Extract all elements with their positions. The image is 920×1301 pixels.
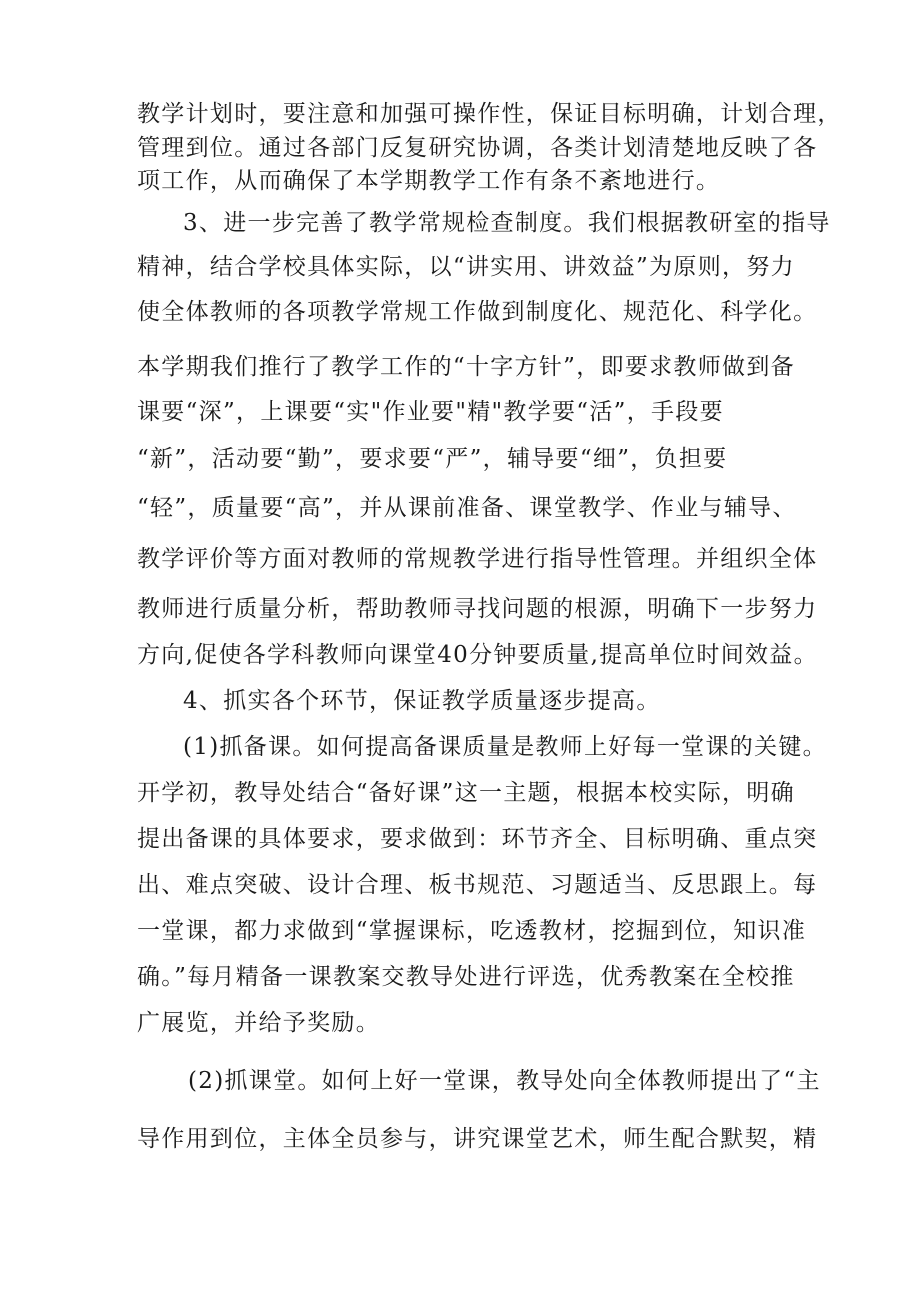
text-line: 3、进一步完善了教学常规检查制度。我们根据教研室的指导 [183, 210, 831, 236]
text-line: 方向,促使各学科教师向课堂40分钟要质量,提高单位时间效益。 [137, 642, 818, 668]
text-line: 广展览，并给予奖励。 [137, 1010, 380, 1036]
text-line: (1)抓备课。如何提高备课质量是教师上好每一堂课的关键。 [183, 734, 827, 760]
text-line: 管理到位。通过各部门反复研究协调，各类计划清楚地反映了各 [137, 135, 818, 161]
text-line: “新”，活动要“勤”，要求要“严”，辅导要“细”，负担要 [137, 446, 728, 472]
text-line: 使全体教师的各项教学常规工作做到制度化、规范化、科学化。 [137, 299, 818, 325]
text-line: 导作用到位，主体全员参与，讲究课堂艺术，师生配合默契，精 [137, 1126, 818, 1152]
text-line: 开学初，教导处结合“备好课”这一主题，根据本校实际，明确 [137, 780, 795, 806]
text-line: (2)抓课堂。如何上好一堂课，教导处向全体教师提出了“主 [188, 1068, 821, 1094]
text-line: 精神，结合学校具体实际，以“讲实用、讲效益”为原则，努力 [137, 254, 795, 280]
text-line: 课要“深”，上课要“实"作业要"精"教学要“活”，手段要 [137, 399, 724, 425]
text-line: 提出备课的具体要求，要求做到：环节齐全、目标明确、重点突 [137, 826, 818, 852]
text-line: 教学计划时，要注意和加强可操作性，保证目标明确，计划合理， [137, 101, 842, 127]
text-line: 确。”每月精备一课教案交教导处进行评选，优秀教案在全校推 [137, 964, 795, 990]
text-line: 项工作，从而确保了本学期教学工作有条不紊地进行。 [137, 168, 721, 194]
text-line: 教师进行质量分析，帮助教师寻找问题的根源，明确下一步努力 [137, 596, 818, 622]
text-line: 4、抓实各个环节，保证教学质量逐步提高。 [183, 688, 661, 714]
text-line: “轻”，质量要“高”，并从课前准备、课堂教学、作业与辅导、 [137, 495, 797, 521]
text-line: 本学期我们推行了教学工作的“十字方针”，即要求教师做到备 [137, 354, 795, 380]
text-line: 教学评价等方面对教师的常规教学进行指导性管理。并组织全体 [137, 546, 818, 572]
text-line: 一堂课，都力求做到“掌握课标，吃透教材，挖掘到位，知识准 [137, 918, 807, 944]
text-line: 出、难点突破、设计合理、板书规范、习题适当、反思跟上。每 [137, 872, 818, 898]
